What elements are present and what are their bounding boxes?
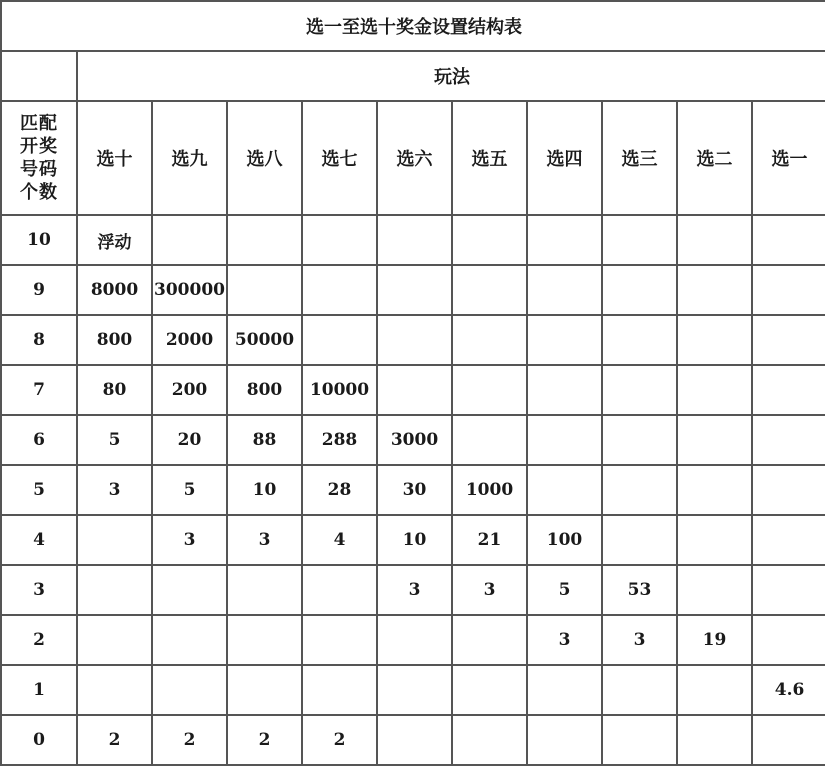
- match-count-header: 匹配 开奖 号码 个数: [1, 101, 77, 215]
- prize-cell: 3: [227, 515, 302, 565]
- prize-cell: [377, 365, 452, 415]
- prize-cell: 2000: [152, 315, 227, 365]
- prize-cell: [452, 615, 527, 665]
- match-count-cell: 10: [1, 215, 77, 265]
- prize-cell: [752, 215, 825, 265]
- prize-cell: [527, 465, 602, 515]
- prize-cell: [602, 415, 677, 465]
- prize-cell: [677, 315, 752, 365]
- prize-cell: [302, 565, 377, 615]
- prize-cell: [752, 615, 825, 665]
- table-row: [1, 665, 825, 715]
- prize-cell: 3000: [377, 415, 452, 465]
- prize-cell: [602, 315, 677, 365]
- table-row: [1, 265, 825, 315]
- prize-cell: 5: [527, 565, 602, 615]
- match-count-cell: 0: [1, 715, 77, 765]
- prize-cell: [677, 465, 752, 515]
- prize-cell: [677, 565, 752, 615]
- column-header: 选七: [302, 101, 377, 215]
- column-header: 选一: [752, 101, 825, 215]
- prize-cell: [602, 715, 677, 765]
- prize-cell: [77, 565, 152, 615]
- match-count-cell: 3: [1, 565, 77, 615]
- table-row: [1, 415, 825, 465]
- prize-cell: 100: [527, 515, 602, 565]
- prize-cell: [377, 215, 452, 265]
- prize-cell: [527, 365, 602, 415]
- prize-cell: 2: [302, 715, 377, 765]
- column-header: 选四: [527, 101, 602, 215]
- prize-cell: [527, 665, 602, 715]
- prize-cell: 3: [527, 615, 602, 665]
- prize-cell: 80: [77, 365, 152, 415]
- column-header-row: [1, 101, 825, 215]
- prize-cell: [152, 565, 227, 615]
- prize-cell: [602, 465, 677, 515]
- prize-cell: [227, 265, 302, 315]
- match-count-cell: 5: [1, 465, 77, 515]
- match-count-cell: 2: [1, 615, 77, 665]
- column-header: 选十: [77, 101, 152, 215]
- prize-cell: [602, 365, 677, 415]
- prize-cell: [452, 215, 527, 265]
- prize-cell: 300000: [152, 265, 227, 315]
- prize-cell: [602, 265, 677, 315]
- prize-cell: [677, 365, 752, 415]
- column-header: 选三: [602, 101, 677, 215]
- prize-cell: [152, 665, 227, 715]
- prize-cell: [227, 215, 302, 265]
- prize-cell: [527, 265, 602, 315]
- prize-cell: 20: [152, 415, 227, 465]
- prize-cell: 200: [152, 365, 227, 415]
- prize-cell: [752, 415, 825, 465]
- prize-cell: 4.6: [752, 665, 825, 715]
- column-header: 选六: [377, 101, 452, 215]
- prize-cell: [152, 615, 227, 665]
- table-row: [1, 565, 825, 615]
- prize-cell: [302, 315, 377, 365]
- prize-cell: 53: [602, 565, 677, 615]
- prize-cell: [752, 365, 825, 415]
- prize-cell: [77, 515, 152, 565]
- prize-cell: [602, 215, 677, 265]
- prize-cell: [677, 515, 752, 565]
- prize-cell: [77, 665, 152, 715]
- table-row: [1, 365, 825, 415]
- prize-cell: 50000: [227, 315, 302, 365]
- prize-cell: [377, 315, 452, 365]
- prize-cell: [452, 265, 527, 315]
- prize-cell: 10000: [302, 365, 377, 415]
- prize-cell: [752, 265, 825, 315]
- prize-cell: 88: [227, 415, 302, 465]
- match-count-cell: 1: [1, 665, 77, 715]
- prize-cell: [302, 665, 377, 715]
- prize-cell: 21: [452, 515, 527, 565]
- prize-cell: 8000: [77, 265, 152, 315]
- prize-cell: 2: [227, 715, 302, 765]
- play-type-group-header: 玩法: [77, 51, 825, 101]
- prize-cell: 800: [227, 365, 302, 415]
- prize-cell: 3: [377, 565, 452, 615]
- match-count-cell: 7: [1, 365, 77, 415]
- match-count-cell: 4: [1, 515, 77, 565]
- prize-cell: [302, 615, 377, 665]
- prize-cell: [227, 565, 302, 615]
- prize-cell: 1000: [452, 465, 527, 515]
- prize-cell: [377, 615, 452, 665]
- prize-cell: 3: [77, 465, 152, 515]
- prize-cell: [677, 665, 752, 715]
- prize-cell: 5: [152, 465, 227, 515]
- prize-cell: [302, 215, 377, 265]
- column-header: 选二: [677, 101, 752, 215]
- prize-cell: 30: [377, 465, 452, 515]
- prize-cell: [752, 565, 825, 615]
- prize-cell: 10: [227, 465, 302, 515]
- prize-cell: [527, 415, 602, 465]
- prize-cell: 4: [302, 515, 377, 565]
- prize-cell: [677, 215, 752, 265]
- prize-cell: [752, 315, 825, 365]
- prize-cell: [377, 265, 452, 315]
- prize-cell: 浮动: [77, 215, 152, 265]
- prize-cell: 288: [302, 415, 377, 465]
- prize-cell: [452, 715, 527, 765]
- prize-cell: 10: [377, 515, 452, 565]
- prize-cell: [602, 665, 677, 715]
- prize-cell: [752, 715, 825, 765]
- prize-cell: 2: [77, 715, 152, 765]
- prize-cell: [77, 615, 152, 665]
- prize-cell: [227, 615, 302, 665]
- table-row: [1, 615, 825, 665]
- table-row: [1, 465, 825, 515]
- table-row: [1, 715, 825, 765]
- prize-cell: 28: [302, 465, 377, 515]
- prize-cell: [227, 665, 302, 715]
- prize-cell: [527, 215, 602, 265]
- match-count-cell: 6: [1, 415, 77, 465]
- title-row: [1, 1, 825, 51]
- group-header-row: [1, 51, 825, 101]
- table-row: [1, 515, 825, 565]
- prize-cell: [677, 715, 752, 765]
- prize-cell: [452, 415, 527, 465]
- match-count-cell: 9: [1, 265, 77, 315]
- prize-cell: [452, 665, 527, 715]
- prize-cell: 800: [77, 315, 152, 365]
- prize-cell: 5: [77, 415, 152, 465]
- column-header: 选五: [452, 101, 527, 215]
- prize-cell: [752, 515, 825, 565]
- table-title: 选一至选十奖金设置结构表: [1, 1, 825, 51]
- prize-cell: 3: [152, 515, 227, 565]
- column-header: 选九: [152, 101, 227, 215]
- prize-cell: 2: [152, 715, 227, 765]
- prize-cell: [752, 465, 825, 515]
- prize-cell: 3: [602, 615, 677, 665]
- prize-cell: [677, 265, 752, 315]
- prize-cell: [377, 715, 452, 765]
- column-header: 选八: [227, 101, 302, 215]
- prize-cell: 3: [452, 565, 527, 615]
- prize-cell: [527, 315, 602, 365]
- match-count-cell: 8: [1, 315, 77, 365]
- prize-cell: [602, 515, 677, 565]
- prize-cell: [527, 715, 602, 765]
- prize-cell: [452, 315, 527, 365]
- prize-cell: [452, 365, 527, 415]
- table-row: [1, 215, 825, 265]
- table-row: [1, 315, 825, 365]
- prize-cell: [377, 665, 452, 715]
- prize-cell: 19: [677, 615, 752, 665]
- prize-cell: [302, 265, 377, 315]
- corner-cell: [1, 51, 77, 101]
- prize-cell: [677, 415, 752, 465]
- prize-cell: [152, 215, 227, 265]
